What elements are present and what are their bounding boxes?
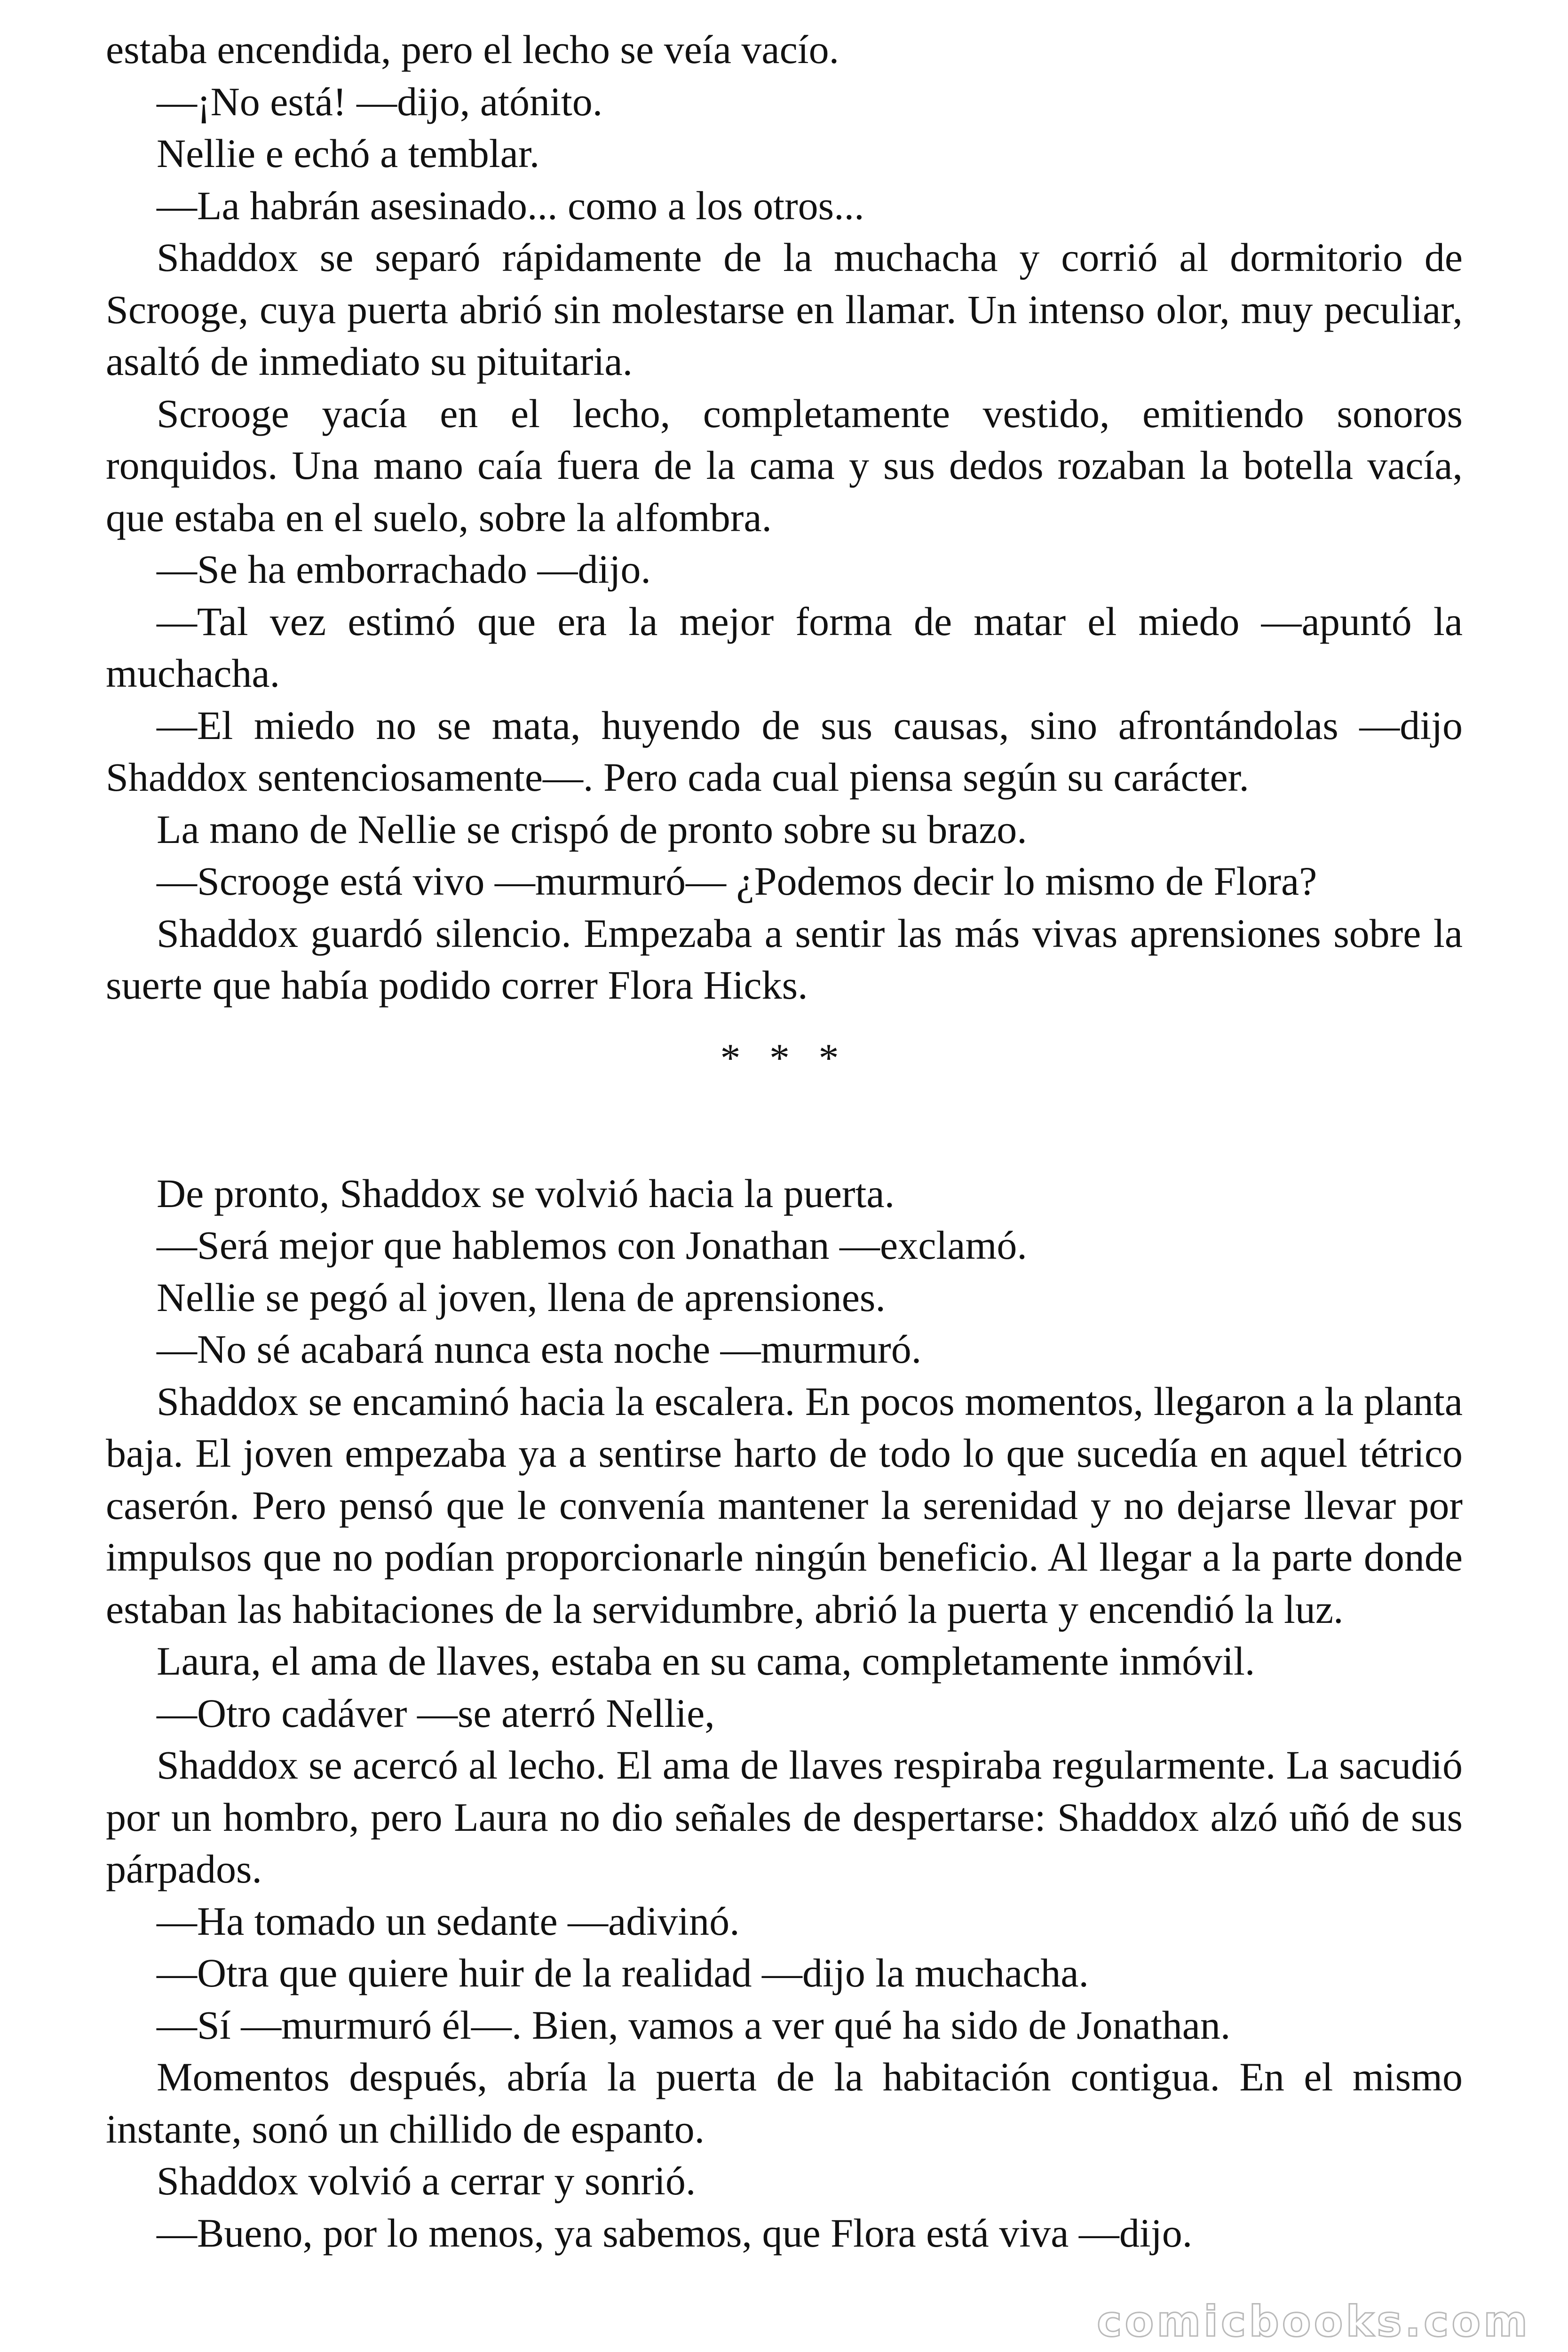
paragraph: —Sí —murmuró él—. Bien, vamos a ver qué ha sido de Jonathan. (157, 2002, 1231, 2048)
paragraph: Laura, el ama de llaves, estaba en su cama, completamente inmóvil. (157, 1638, 1255, 1684)
paragraph: —Scrooge está vivo —murmuró— ¿Podemos decir lo mismo de Flora? (157, 858, 1317, 904)
paragraph: Shaddox guardó silencio. Empezaba a sentir las más vivas aprensiones sobre la suerte que había podido correr Flora Hicks. (106, 910, 1463, 1008)
paragraph: Shaddox se acercó al lecho. El ama de llaves respiraba regularmente. La sacudió por un hombro, pero Laura no dio señales de despertarse: Shaddox alzó uñó de sus párpados. (106, 1742, 1463, 1891)
watermark-logo: comicbooks.com (1097, 2297, 1530, 2346)
page-text (106, 24, 1463, 2259)
paragraph: Shaddox se separó rápidamente de la muchacha y corrió al dormitorio de Scrooge, cuya puerta abrió sin molestarse en llamar. Un intenso olor, muy peculiar, asaltó de inmediato su pituitaria. (106, 235, 1463, 384)
paragraph: —Bueno, por lo menos, ya sabemos, que Flora está viva —dijo. (157, 2210, 1193, 2256)
paragraph: —No sé acabará nunca esta noche —murmuró. (157, 1327, 922, 1372)
paragraph: —El miedo no se mata, huyendo de sus causas, sino afrontándolas —dijo Shaddox sentenciosamente—. Pero cada cual piensa según su carácter. (106, 702, 1463, 800)
paragraph: —Otro cadáver —se aterró Nellie, (157, 1690, 715, 1736)
paragraph: Shaddox se encaminó hacia la escalera. En pocos momentos, llegaron a la planta baja. El joven empezaba ya a sentirse harto de todo lo que sucedía en aquel tétrico caserón. Pero pensó que le convenía mantener la serenidad y no dejarse llevar por impulsos que no podían proporcionarle ningún beneficio. Al llegar a la parte donde estaban las habitaciones de la servidumbre, abrió la puerta y encendió la luz. (106, 1378, 1463, 1632)
paragraph: —Otra que quiere huir de la realidad —dijo la muchacha. (157, 1950, 1089, 1995)
paragraph: Shaddox volvió a cerrar y sonrió. (157, 2158, 696, 2203)
scene-break: * * * (720, 1035, 848, 1081)
paragraph: —¡No está! —dijo, atónito. (157, 79, 603, 124)
paragraph: De pronto, Shaddox se volvió hacia la puerta. (157, 1170, 895, 1216)
paragraph: —La habrán asesinado... como a los otros... (157, 183, 864, 228)
paragraph: Scrooge yacía en el lecho, completamente vestido, emitiendo sonoros ronquidos. Una mano caía fuera de la cama y sus dedos rozaban la botella vacía, que estaba en el suelo, sobre la alfombra. (106, 390, 1463, 540)
paragraph: —Ha tomado un sedante —adivinó. (157, 1898, 740, 1944)
paragraph: —Tal vez estimó que era la mejor forma de matar el miedo —apuntó la muchacha. (106, 598, 1463, 696)
paragraph: La mano de Nellie se crispó de pronto sobre su brazo. (157, 806, 1027, 852)
paragraph: estaba encendida, pero el lecho se veía vacío. (106, 27, 839, 72)
paragraph: Nellie e echó a temblar. (157, 131, 540, 176)
paragraph: Momentos después, abría la puerta de la habitación contigua. En el mismo instante, sonó un chillido de espanto. (106, 2054, 1463, 2152)
paragraph: Nellie se pegó al joven, llena de aprensiones. (157, 1274, 886, 1320)
paragraph: —Se ha emborrachado —dijo. (157, 547, 651, 592)
paragraph: —Será mejor que hablemos con Jonathan —exclamó. (157, 1223, 1027, 1268)
